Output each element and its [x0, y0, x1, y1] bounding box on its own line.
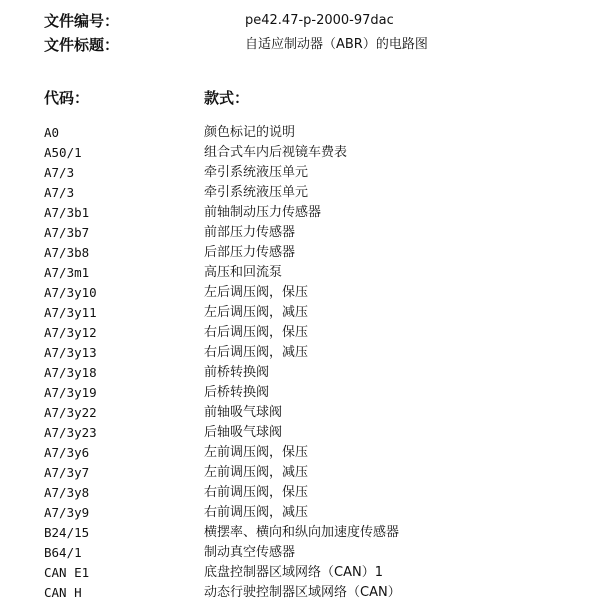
table-row: [44, 323, 584, 343]
table-header: [44, 86, 584, 110]
table-row: [44, 523, 584, 543]
component-code: A7/3y13: [44, 345, 97, 360]
component-description: 底盘控制器区域网络（CAN）1: [204, 565, 383, 580]
component-description: 右后调压阀，减压: [204, 345, 309, 360]
table-row: [44, 403, 584, 423]
component-description: 左后调压阀，减压: [204, 305, 309, 320]
component-code: A7/3m1: [44, 265, 90, 280]
component-description: 高压和回流泵: [204, 265, 283, 280]
code-column-header: 代码：: [44, 89, 90, 107]
component-description: 后轴吸气球阀: [204, 425, 283, 440]
component-code: A7/3: [44, 185, 75, 200]
table-row: [44, 123, 584, 143]
component-code: A7/3y9: [44, 505, 90, 520]
component-description: 组合式车内后视镜车费表: [204, 145, 348, 160]
component-list: [44, 123, 584, 603]
table-row: [44, 183, 584, 203]
component-code: A7/3y12: [44, 325, 97, 340]
component-code: A7/3y22: [44, 405, 97, 420]
component-code: A7/3y10: [44, 285, 97, 300]
component-description: 右后调压阀，保压: [204, 325, 309, 340]
component-description: 左前调压阀，保压: [204, 445, 309, 460]
component-description: 前轴吸气球阀: [204, 405, 283, 420]
table-row: [44, 463, 584, 483]
file-title-row: [44, 34, 584, 56]
component-code: A50/1: [44, 145, 82, 160]
component-code: A0: [44, 125, 60, 140]
component-code: A7/3y23: [44, 425, 97, 440]
table-row: [44, 423, 584, 443]
component-description: 牵引系统液压单元: [204, 165, 309, 180]
component-code: A7/3y6: [44, 445, 90, 460]
component-description: 牵引系统液压单元: [204, 185, 309, 200]
file-number-row: [44, 10, 584, 32]
component-code: A7/3y11: [44, 305, 97, 320]
component-code: A7/3b8: [44, 245, 90, 260]
description-column-header: 款式：: [204, 89, 250, 107]
table-row: [44, 343, 584, 363]
table-row: [44, 383, 584, 403]
component-code: A7/3y7: [44, 465, 90, 480]
component-code: A7/3b7: [44, 225, 90, 240]
component-code: A7/3y19: [44, 385, 97, 400]
component-description: 前轴制动压力传感器: [204, 205, 322, 220]
component-code: CAN E1: [44, 565, 90, 580]
table-row: [44, 583, 584, 603]
table-row: [44, 503, 584, 523]
component-description: 前部压力传感器: [204, 225, 296, 240]
component-description: 动态行驶控制器区域网络（CAN）: [204, 585, 401, 600]
table-row: [44, 563, 584, 583]
table-row: [44, 203, 584, 223]
component-description: 右前调压阀，减压: [204, 505, 309, 520]
table-row: [44, 163, 584, 183]
component-code: A7/3: [44, 165, 75, 180]
component-code: B24/15: [44, 525, 90, 540]
file-title-label: 文件标题：: [44, 36, 120, 54]
file-number-label: 文件编号：: [44, 12, 120, 30]
component-code: B64/1: [44, 545, 82, 560]
table-row: [44, 443, 584, 463]
component-description: 前桥转换阀: [204, 365, 270, 380]
component-description: 颜色标记的说明: [204, 125, 296, 140]
table-row: [44, 543, 584, 563]
table-row: [44, 363, 584, 383]
file-title-value: 自适应制动器（ABR）的电路图: [245, 37, 428, 52]
table-row: [44, 263, 584, 283]
table-row: [44, 223, 584, 243]
component-description: 制动真空传感器: [204, 545, 296, 560]
component-description: 横摆率、横向和纵向加速度传感器: [204, 525, 400, 540]
table-row: [44, 303, 584, 323]
component-code: CAN H: [44, 585, 82, 600]
component-description: 后桥转换阀: [204, 385, 270, 400]
file-number-value: pe42.47-p-2000-97dac: [245, 13, 394, 28]
component-code: A7/3b1: [44, 205, 90, 220]
table-row: [44, 143, 584, 163]
table-row: [44, 283, 584, 303]
component-description: 左后调压阀，保压: [204, 285, 309, 300]
component-description: 后部压力传感器: [204, 245, 296, 260]
component-code: A7/3y8: [44, 485, 90, 500]
component-code: A7/3y18: [44, 365, 97, 380]
component-description: 左前调压阀，减压: [204, 465, 309, 480]
component-description: 右前调压阀，保压: [204, 485, 309, 500]
table-row: [44, 483, 584, 503]
table-row: [44, 243, 584, 263]
